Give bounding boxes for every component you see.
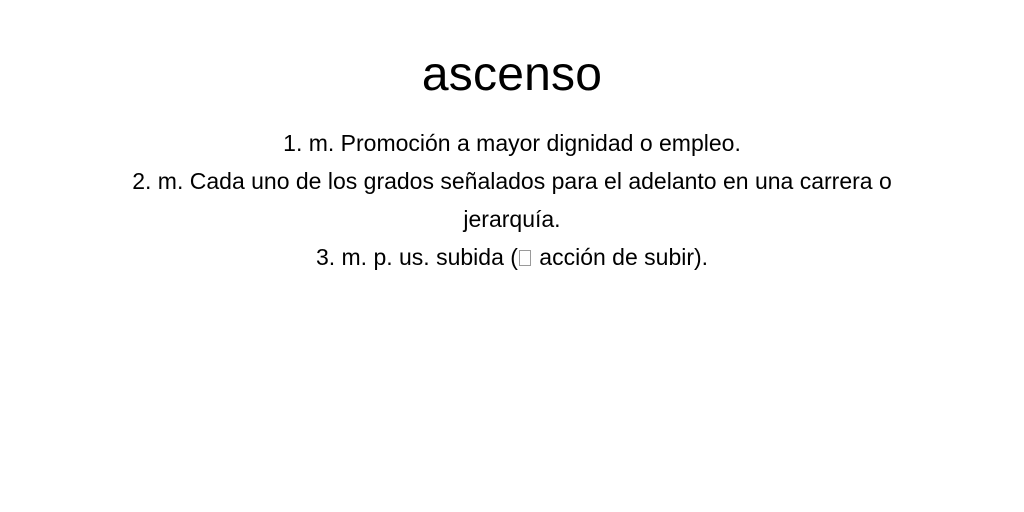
definition-1: 1. m. Promoción a mayor dignidad o empleo. [283, 130, 741, 156]
missing-glyph-box-icon [519, 250, 531, 266]
definition-3-suffix: acción de subir). [532, 244, 709, 270]
definition-3-prefix: 3. m. p. us. subida ( [315, 244, 518, 270]
definition-3 [82, 238, 942, 276]
definitions-list [82, 124, 942, 276]
definition-2: 2. m. Cada uno de los grados señalados para el adelanto en una carrera o jerarquía. [132, 168, 892, 232]
headword: ascenso [421, 48, 603, 101]
